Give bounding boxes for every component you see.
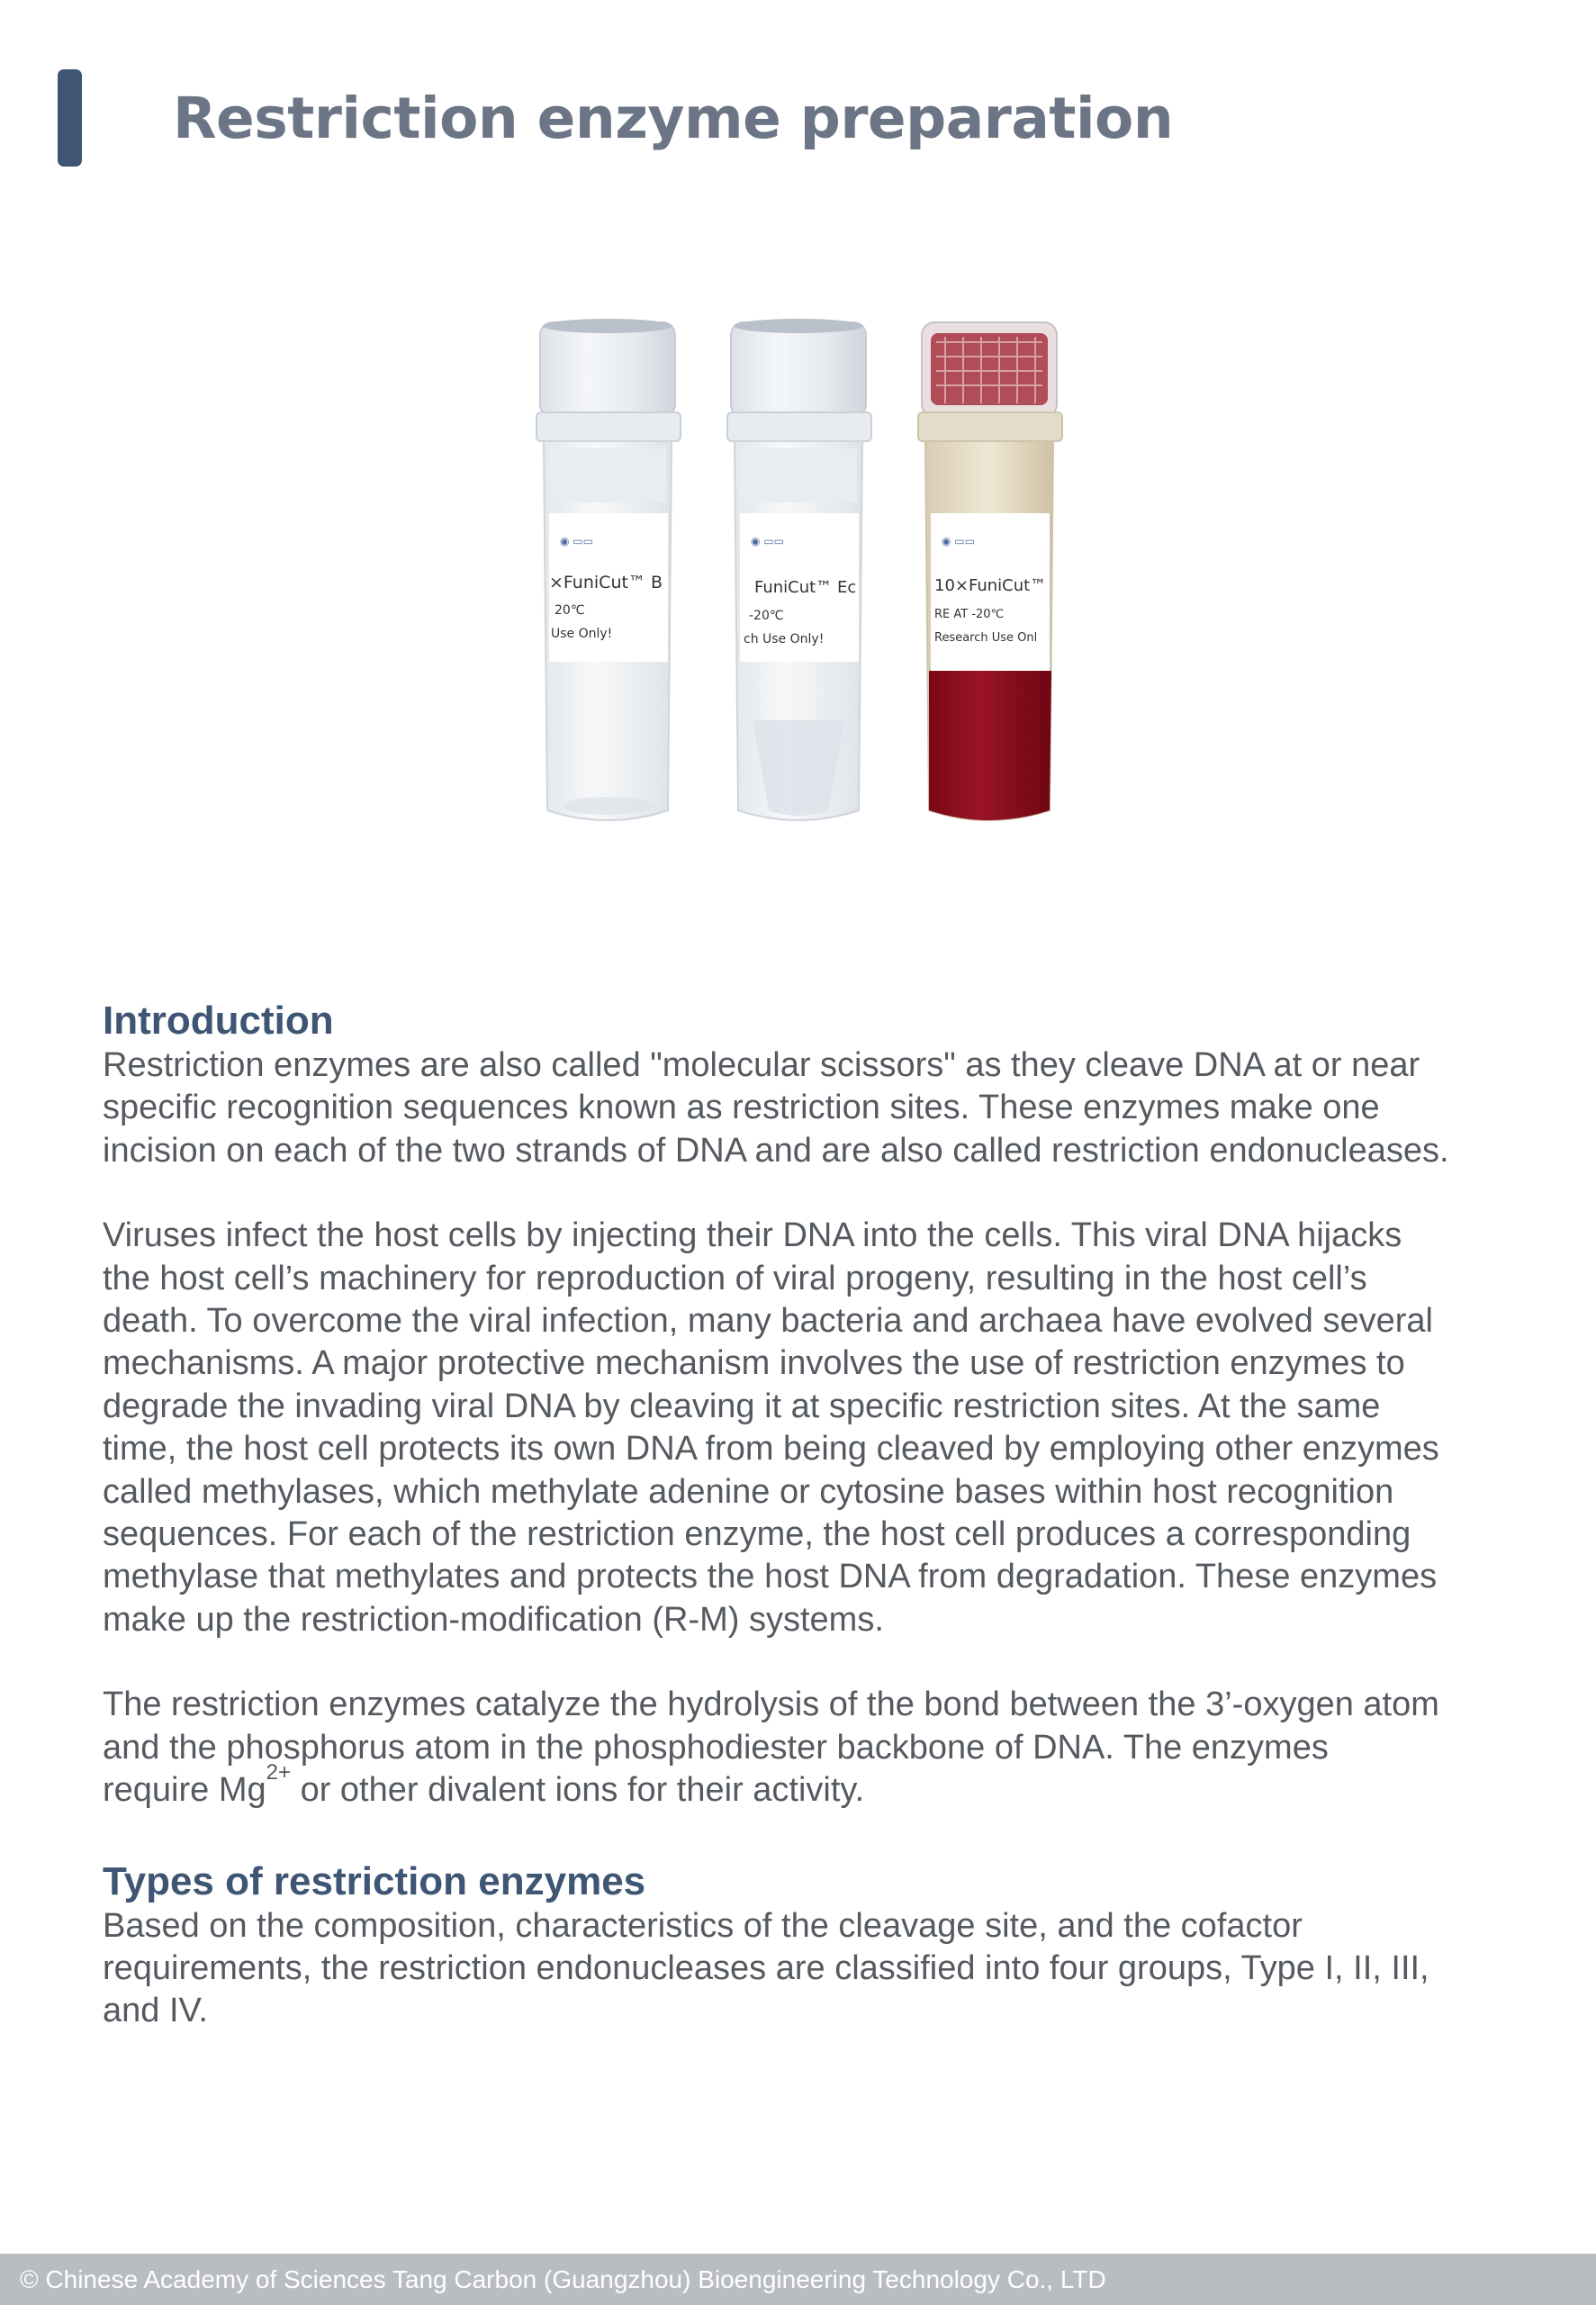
introduction-paragraph-3: [103, 1684, 1507, 1812]
tube-2-label-line3: ch Use Only!: [744, 632, 825, 646]
introduction-paragraph-2: Viruses infect the host cells by injecting their DNA into the cells. This viral DNA hijacks the host cell’s machinery for reproduction of viral progeny, resulting in the host cell’s death. To overcome the viral infection, many bacteria and archaea have evolved several mechanisms. A major protective mechanism involves the use of restriction enzymes to degrade the invading viral DNA by cleaving it at specific restriction sites. At the same time, the host cell protects its own DNA from being cleaved by employing other enzymes called methylases, which methylate adenine or cytosine bases within host recognition sequences. For each of the restriction enzyme, the host cell produces a corresponding methylase that methylates and protects the host DNA from degradation. These enzymes make up the restriction-modification (R-M) systems.: [103, 1216, 1439, 1639]
magnesium-charge-superscript: 2+: [266, 1760, 292, 1785]
svg-text:◉ ▭▭: ◉ ▭▭: [942, 535, 975, 547]
introduction-paragraph-1: Restriction enzymes are also called "molecular scissors" as they cleave DNA at or near specific recognition sequences known as restriction sites. These enzymes make one incision on each of the two strands of DNA and are also called restriction endonucleases.: [103, 1046, 1449, 1170]
copyright-text: © Chinese Academy of Sciences Tang Carbon (Guangzhou) Bioengineering Technology Co., LTD: [20, 2265, 1106, 2293]
introduction-heading: Introduction: [103, 999, 334, 1043]
tube-1-label-line3: Use Only!: [551, 627, 613, 641]
product-photo: [504, 306, 1080, 864]
types-heading: Types of restriction enzymes: [103, 1858, 646, 1903]
article-body: [103, 998, 1507, 2033]
svg-text:◉ ▭▭: ◉ ▭▭: [560, 535, 593, 547]
tube-3-label-line2: RE AT -20℃: [934, 608, 1005, 621]
types-paragraph-1: Based on the composition, characteristics of the cleavage site, and the cofactor requirements, the restriction endonucleases are classified into four groups, Type I, II, III, and IV.: [103, 1906, 1429, 2030]
tube-2: [727, 319, 871, 820]
tube-2-label-line2: -20℃: [749, 609, 784, 623]
tube-1: [537, 319, 681, 820]
tube-1-label-line2: 20℃: [555, 603, 585, 618]
svg-text:◉ ▭▭: ◉ ▭▭: [751, 535, 784, 547]
introduction-paragraph-3-text: The restriction enzymes catalyze the hydrolysis of the bond between the 3’-oxygen atom and the phosphorus atom in the phosphodiester backbone of DNA. The enzymes require Mg: [103, 1686, 1439, 1810]
page-title: Restriction enzyme preparation: [173, 86, 1174, 151]
tube-3: [918, 322, 1062, 820]
title-accent-bar: [58, 69, 82, 167]
tube-1-label-line1: ×FuniCut™ B: [549, 573, 663, 592]
tube-3-label-line3: Research Use Onl: [934, 631, 1038, 645]
introduction-paragraph-3-tail: or other divalent ions for their activity.: [291, 1771, 865, 1810]
tube-2-label-line1: FuniCut™ Ec: [754, 578, 857, 597]
footer-bar: [0, 2254, 1596, 2305]
tube-3-label-line1: 10×FuniCut™: [934, 576, 1047, 595]
